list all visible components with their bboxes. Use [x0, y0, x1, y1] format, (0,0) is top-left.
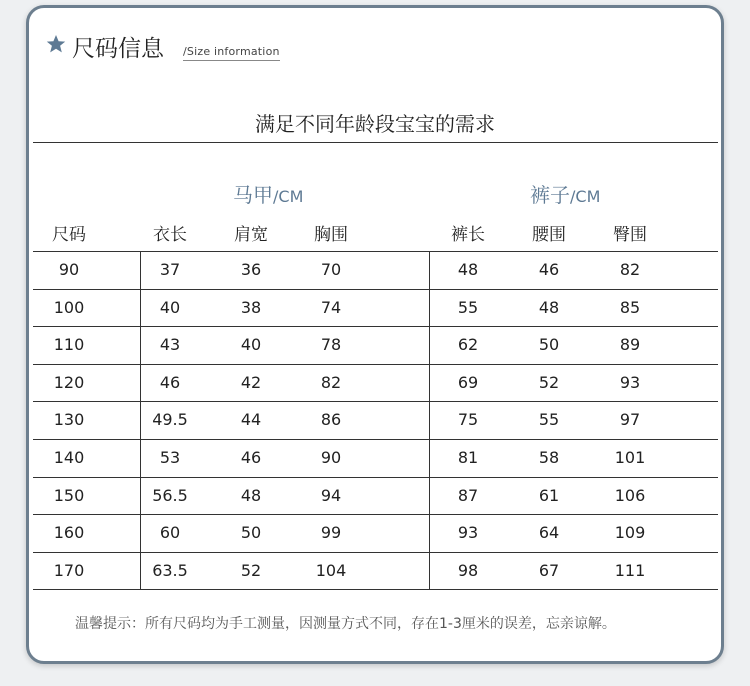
table-cell: 75: [457, 410, 479, 429]
pants-label: 裤子: [530, 183, 570, 207]
table-cell: 101: [614, 448, 646, 467]
vest-unit: /CM: [273, 187, 304, 206]
row-divider: [33, 439, 718, 440]
table-cell: 93: [457, 523, 479, 542]
column-header: 衣长: [153, 225, 187, 245]
table-cell: 56.5: [152, 486, 188, 505]
table-cell: 37: [159, 260, 181, 279]
table-cell: 67: [538, 561, 560, 580]
table-cell: 94: [320, 486, 342, 505]
table-cell: 64: [538, 523, 560, 542]
star-icon: [46, 34, 66, 54]
column-header: 胸围: [314, 225, 348, 245]
section-title: 尺码信息: [72, 36, 164, 62]
table-cell: 81: [457, 448, 479, 467]
table-cell: 60: [159, 523, 181, 542]
column-header: 臀围: [613, 225, 647, 245]
table-cell: 99: [320, 523, 342, 542]
table-cell: 52: [240, 561, 262, 580]
table-cell: 42: [240, 373, 262, 392]
size-cell: 110: [53, 335, 85, 354]
table-cell: 52: [538, 373, 560, 392]
table-cell: 90: [320, 448, 342, 467]
row-divider: [33, 589, 718, 590]
table-cell: 44: [240, 410, 262, 429]
table-cell: 109: [614, 523, 646, 542]
row-divider: [33, 401, 718, 402]
table-cell: 89: [619, 335, 641, 354]
table-cell: 55: [457, 298, 479, 317]
table-cell: 40: [159, 298, 181, 317]
table-cell: 70: [320, 260, 342, 279]
row-divider: [33, 326, 718, 327]
table-cell: 43: [159, 335, 181, 354]
size-cell: 90: [58, 260, 80, 279]
table-cell: 40: [240, 335, 262, 354]
vest-group-label: [233, 179, 303, 208]
table-cell: 82: [320, 373, 342, 392]
measurement-note: 温馨提示：所有尺码均为手工测量，因测量方式不同，存在1-3厘米的误差，忘亲谅解。: [75, 616, 616, 632]
table-cell: 62: [457, 335, 479, 354]
table-cell: 93: [619, 373, 641, 392]
table-cell: 46: [538, 260, 560, 279]
table-cell: 87: [457, 486, 479, 505]
size-cell: 100: [53, 298, 85, 317]
table-cell: 48: [538, 298, 560, 317]
size-info-card: [26, 5, 724, 664]
table-cell: 50: [538, 335, 560, 354]
table-cell: 36: [240, 260, 262, 279]
table-cell: 97: [619, 410, 641, 429]
table-cell: 104: [315, 561, 347, 580]
table-cell: 38: [240, 298, 262, 317]
size-cell: 130: [53, 410, 85, 429]
section-subtitle: /Size information: [183, 45, 280, 61]
table-cell: 50: [240, 523, 262, 542]
table-cell: 111: [614, 561, 646, 580]
table-cell: 49.5: [152, 410, 188, 429]
table-cell: 61: [538, 486, 560, 505]
column-header: 裤长: [451, 225, 485, 245]
column-header: 肩宽: [234, 225, 268, 245]
table-cell: 46: [240, 448, 262, 467]
table-cell: 69: [457, 373, 479, 392]
row-divider: [33, 514, 718, 515]
table-cell: 106: [614, 486, 646, 505]
table-cell: 74: [320, 298, 342, 317]
table-cell: 63.5: [152, 561, 188, 580]
table-cell: 48: [240, 486, 262, 505]
size-cell: 140: [53, 448, 85, 467]
vest-label: 马甲: [233, 183, 273, 207]
row-divider: [33, 251, 718, 252]
row-divider: [33, 289, 718, 290]
heading-divider: [33, 142, 718, 143]
table-heading: 满足不同年龄段宝宝的需求: [255, 112, 495, 136]
row-divider: [33, 552, 718, 553]
size-cell: 120: [53, 373, 85, 392]
pants-unit: /CM: [570, 187, 601, 206]
table-cell: 85: [619, 298, 641, 317]
table-cell: 53: [159, 448, 181, 467]
table-cell: 46: [159, 373, 181, 392]
column-header: 腰围: [532, 225, 566, 245]
size-cell: 170: [53, 561, 85, 580]
table-cell: 78: [320, 335, 342, 354]
row-divider: [33, 477, 718, 478]
table-cell: 58: [538, 448, 560, 467]
size-cell: 160: [53, 523, 85, 542]
size-cell: 150: [53, 486, 85, 505]
table-cell: 98: [457, 561, 479, 580]
table-cell: 48: [457, 260, 479, 279]
table-cell: 86: [320, 410, 342, 429]
column-header: 尺码: [52, 225, 86, 245]
table-cell: 55: [538, 410, 560, 429]
pants-group-label: [530, 179, 600, 208]
row-divider: [33, 364, 718, 365]
table-cell: 82: [619, 260, 641, 279]
